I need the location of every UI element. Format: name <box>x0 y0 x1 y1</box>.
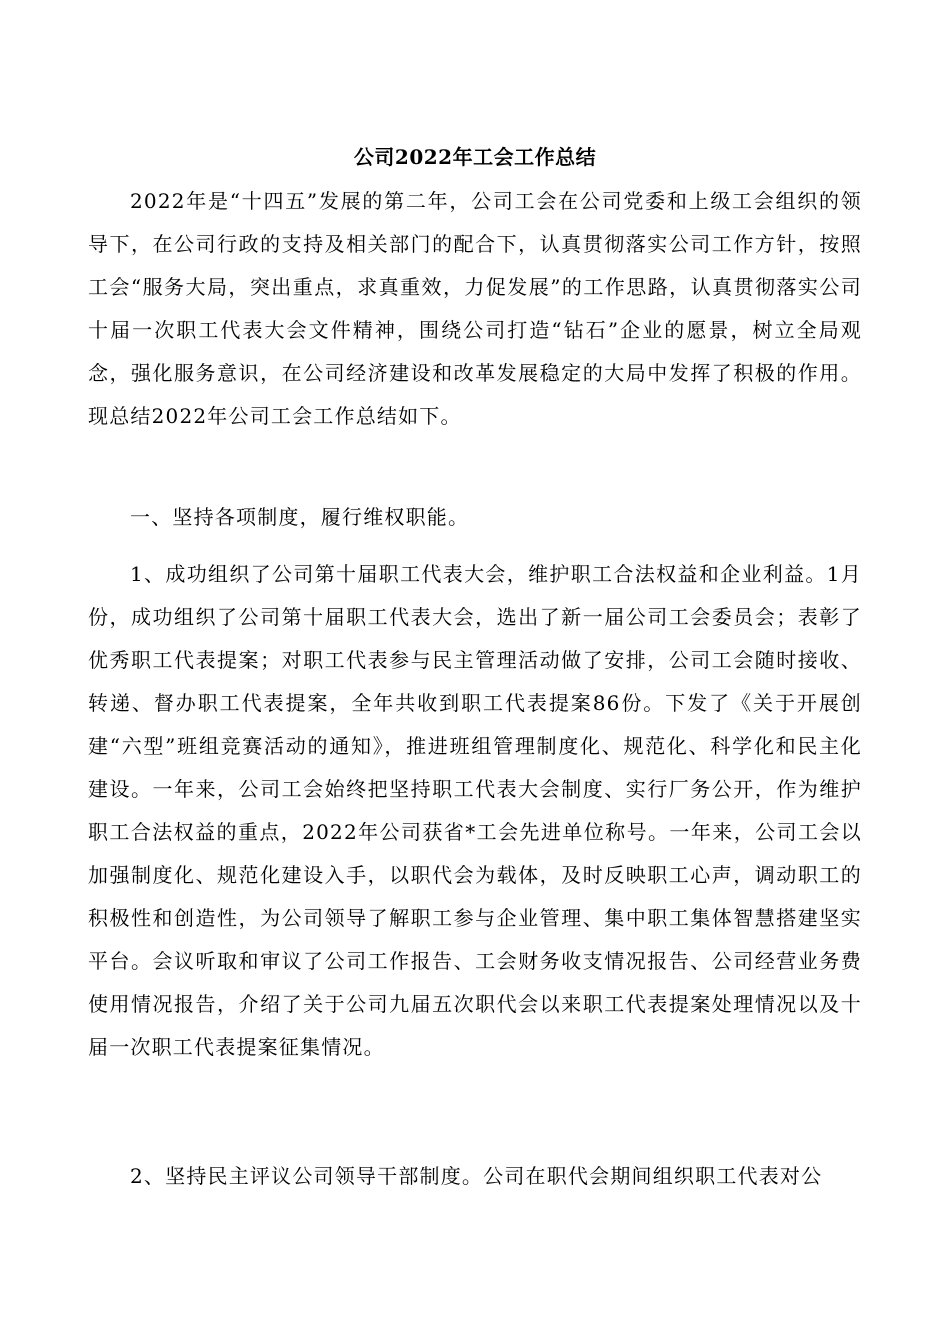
document-title: 公司2022年工会工作总结 <box>353 145 597 169</box>
paragraph-item-2: 2、坚持民主评议公司领导干部制度。公司在职代会期间组织职工代表对公 <box>130 1164 823 1188</box>
paragraph-item-1: 1、成功组织了公司第十届职工代表大会，维护职工合法权益和企业利益。1月份，成功组织了公司第十届职工代表大会，选出了新一届公司工会委员会；表彰了优秀职工代表提案；对职工代表参与民主管理活动做了安排，公司工会随时接收、转递、督办职工代表提案，全年共收到职工代表提案86份。下发了《关于开展创建“六型”班组竞赛活动的通知》，推进班组管理制度化、规范化、科学化和民主化建设。一年来，公司工会始终把坚持职工代表大会制度、实行厂务公开，作为维护职工合法权益的重点，2022年公司获省*工会先进单位称号。一年来，公司工会以加强制度化、规范化建设入手，以职代会为载体，及时反映职工心声，调动职工的积极性和创造性，为公司领导了解职工参与企业管理、集中职工集体智慧搭建坚实平台。会议听取和审议了公司工作报告、工会财务收支情况报告、公司经营业务费使用情况报告，介绍了关于公司九届五次职代会以来职工代表提案处理情况以及十届一次职工代表提案征集情况。 <box>88 562 862 1059</box>
section-heading-1: 一、坚持各项制度，履行维权职能。 <box>130 505 470 529</box>
paragraph-intro: 2022年是“十四五”发展的第二年，公司工会在公司党委和上级工会组织的领导下，在公司行政的支持及相关部门的配合下，认真贯彻落实公司工作方针，按照工会“服务大局，突出重点，求真重效，力促发展”的工作思路，认真贯彻落实公司十届一次职工代表大会文件精神，围绕公司打造“钻石”企业的愿景，树立全局观念，强化服务意识，在公司经济建设和改革发展稳定的大局中发挥了积极的作用。现总结2022年公司工会工作总结如下。 <box>88 189 862 428</box>
